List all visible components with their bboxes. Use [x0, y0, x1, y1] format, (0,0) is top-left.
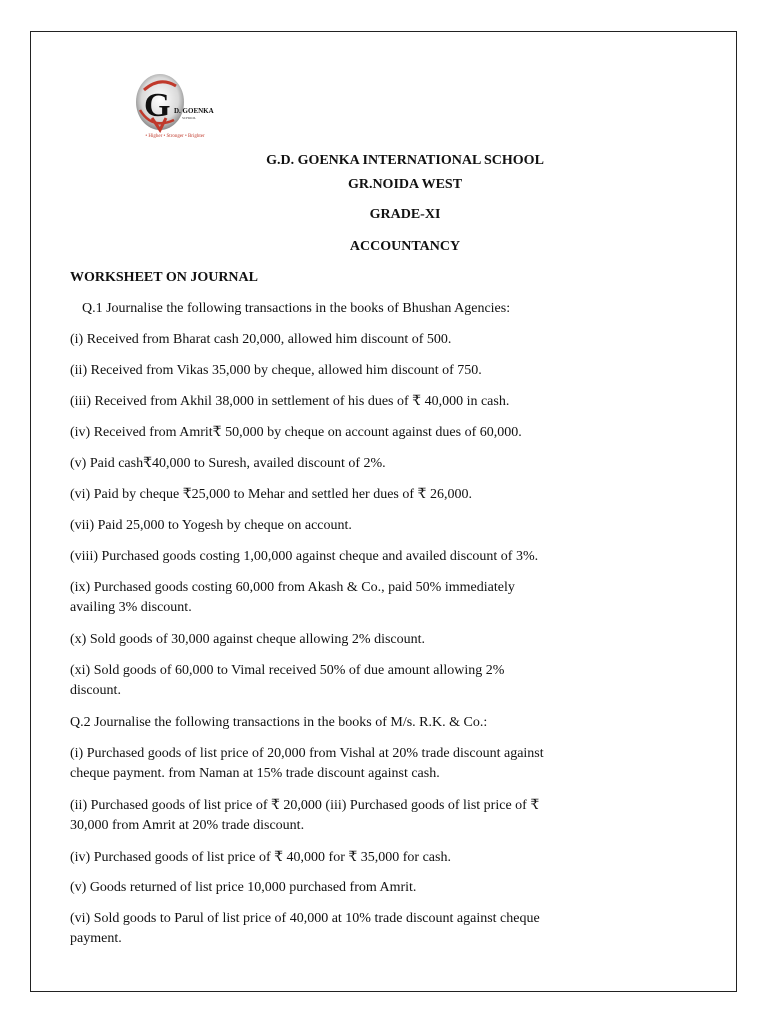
q1-item: (viii) Purchased goods costing 1,00,000 against cheque and availed discount of 3%.: [70, 549, 539, 564]
school-logo-icon: [130, 70, 220, 134]
q2-item: (iv) Purchased goods of list price of ₹ 40,000 for ₹ 35,000 for cash.: [70, 850, 451, 865]
q1-item: (vii) Paid 25,000 to Yogesh by cheque on account.: [70, 518, 352, 533]
logo-tagline: • Higher • Stronger • Brighter: [145, 134, 205, 139]
q1-item: (ii) Received from Vikas 35,000 by cheque, allowed him discount of 750.: [70, 363, 482, 378]
q2-item: (v) Goods returned of list price 10,000 purchased from Amrit.: [70, 880, 417, 895]
q1-heading: Q.1 Journalise the following transactions in the books of Bhushan Agencies:: [82, 301, 511, 316]
school-logo: [130, 70, 220, 148]
q1-item: (v) Paid cash₹40,000 to Suresh, availed discount of 2%.: [70, 456, 386, 471]
worksheet-title: WORKSHEET ON JOURNAL: [70, 270, 258, 285]
q1-item: (iv) Received from Amrit₹ 50,000 by cheque on account against dues of 60,000.: [70, 425, 522, 440]
grade-title: GRADE-XI: [369, 207, 441, 222]
q1-item: (iii) Received from Akhil 38,000 in settlement of his dues of ₹ 40,000 in cash.: [70, 394, 510, 409]
q1-item: (ix) Purchased goods costing 60,000 from Akash & Co., paid 50% immediately availing 3% discount.: [70, 580, 515, 615]
q2-heading: Q.2 Journalise the following transactions in the books of M/s. R.K. & Co.:: [70, 715, 488, 730]
school-name: G.D. GOENKA INTERNATIONAL SCHOOL: [266, 153, 544, 168]
svg-text:G: G: [144, 87, 171, 124]
q2-item: (ii) Purchased goods of list price of ₹ 20,000 (iii) Purchased goods of list price of ₹ 30,000 from Amrit at 20% trade discount.: [70, 798, 540, 833]
q1-item: (xi) Sold goods of 60,000 to Vimal received 50% of due amount allowing 2% discount.: [70, 663, 505, 698]
school-location: GR.NOIDA WEST: [347, 177, 463, 192]
q1-item: (i) Received from Bharat cash 20,000, allowed him discount of 500.: [70, 332, 452, 347]
svg-text:D. GOENKA: D. GOENKA: [174, 107, 214, 115]
q1-item: (x) Sold goods of 30,000 against cheque allowing 2% discount.: [70, 632, 426, 647]
subject-title: ACCOUNTANCY: [349, 239, 461, 254]
svg-text:SCHOOL: SCHOOL: [182, 116, 197, 120]
q2-item: (vi) Sold goods to Parul of list price of 40,000 at 10% trade discount against cheque payment.: [70, 911, 540, 946]
q1-item: (vi) Paid by cheque ₹25,000 to Mehar and settled her dues of ₹ 26,000.: [70, 487, 472, 502]
q2-item: (i) Purchased goods of list price of 20,000 from Vishal at 20% trade discount against cheque payment. from Naman at 15% trade discount against cash.: [70, 746, 544, 781]
